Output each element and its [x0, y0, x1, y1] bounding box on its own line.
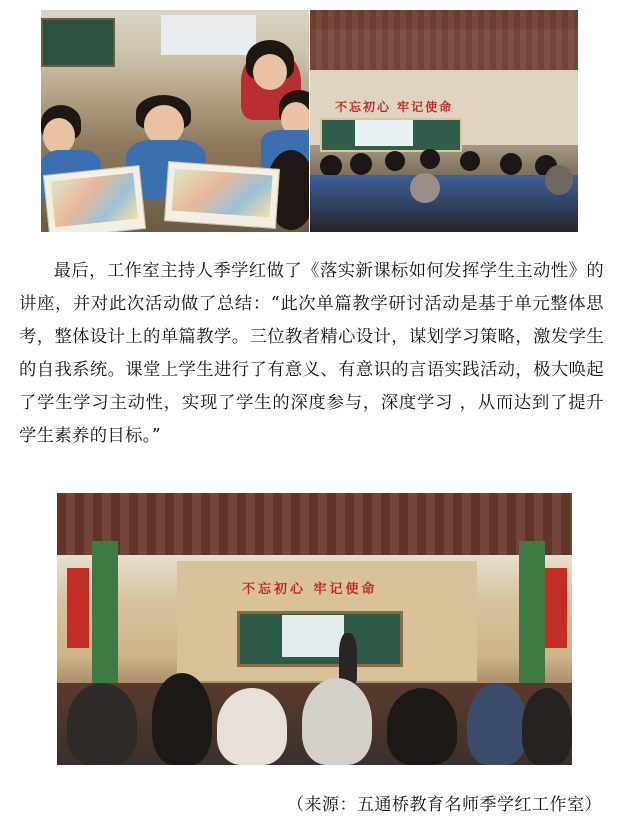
classroom-slogan: 不忘初心 牢记使命 [335, 100, 454, 114]
article-paragraph: 最后，工作室主持人季学红做了《落实新课标如何发挥学生主动性》的讲座，并对此次活动做了总结：“此次单篇教学研讨活动是基于单元整体思考，整体设计上的单篇教学。三位教者精心设计，谋划学习策略，激发学生的自我系统。课堂上学生进行了有意义、有意识的言语实践活动，极大唤起了学生学习主动性，实现了学生的深度参与，深度学习 ，从而达到了提升学生素养的目标。” [19, 261, 604, 446]
source-credit: （来源：五通桥教育名师季学红工作室） [287, 795, 602, 815]
lecture-slogan: 不忘初心 牢记使命 [242, 582, 378, 597]
photo-classroom-wide [310, 10, 578, 232]
photo-lecture [57, 493, 572, 765]
photo-students-reading [41, 10, 309, 232]
